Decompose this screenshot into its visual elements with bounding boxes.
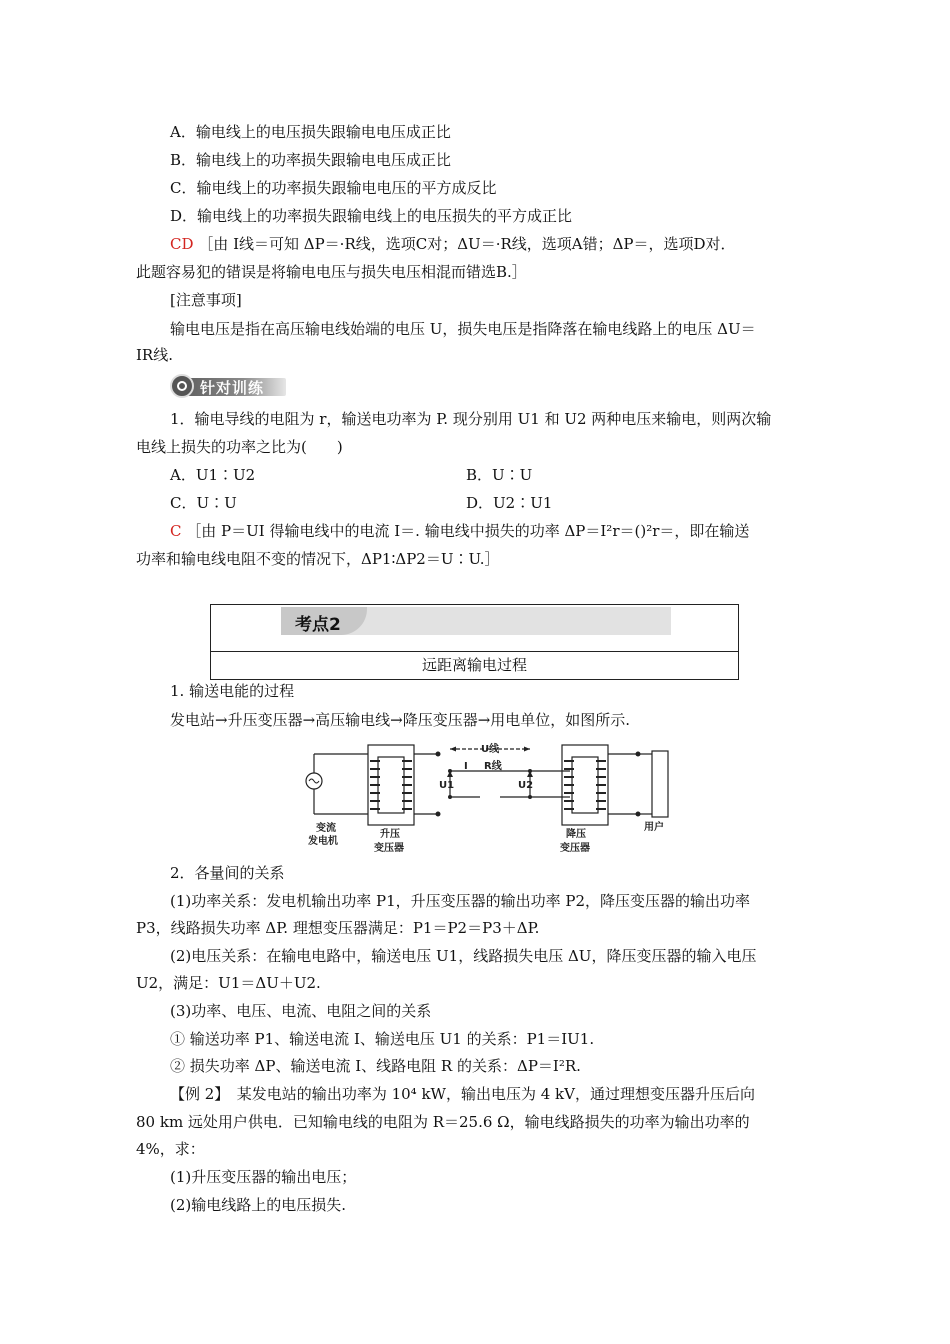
section-1-flow: 发电站→升压变压器→高压输电线→降压变压器→用电单位，如图所示. <box>170 711 631 729</box>
answer-1-line-1 <box>170 233 736 255</box>
answer-2-line-2: 功率和输电线电阻不变的情况下，ΔP1∶ΔP2＝U∶U.］ <box>136 550 500 568</box>
example-2-line-2: 80 km 远处用户供电．已知输电线的电阻为 R＝25.6 Ω，输电线路损失的功率为输出功率的 <box>136 1113 750 1131</box>
label-step-down-2: 变压器 <box>560 843 590 854</box>
label-u2: U2 <box>518 780 534 791</box>
voltage-relation-line-2: U2，满足：U1＝ΔU＋U2. <box>136 974 321 992</box>
label-step-up-2: 变压器 <box>374 843 404 854</box>
answer-1-text: ［由 I线＝可知 ΔP＝·R线，选项C对；ΔU＝·R线，选项A错；ΔP＝，选项D对． <box>198 235 736 253</box>
example-2-line-1: 【例 2】 某发电站的输出功率为 10⁴ kW，输出电压为 4 kV，通过理想变压器升压后向 <box>170 1085 755 1103</box>
q1-line-2: 电线上损失的功率之比为( ) <box>136 438 343 456</box>
kaodian-tab-label: 考点2 <box>295 615 341 635</box>
label-generator-2: 发电机 <box>308 836 338 847</box>
answer-1-key: CD <box>170 235 194 253</box>
option-a: A．输电线上的电压损失跟输电电压成正比 <box>170 123 451 141</box>
q1-option-c: C．U∶U <box>170 494 237 512</box>
kaodian-box <box>210 604 739 680</box>
note-line-2: IR线. <box>136 346 173 364</box>
kaodian-title: 远距离输电过程 <box>421 656 527 674</box>
training-badge <box>170 374 288 400</box>
user-load <box>652 751 668 817</box>
label-r-line: R线 <box>484 761 502 772</box>
example-2-line-3: 4%，求： <box>136 1140 205 1158</box>
q1-option-b: B．U∶U <box>466 466 533 484</box>
transmission-diagram <box>300 737 700 862</box>
q1-line-1: 1．输电导线的电阻为 r，输送电功率为 P. 现分别用 U1 和 U2 两种电压来输电，则两次输 <box>170 410 772 428</box>
label-step-up-1: 升压 <box>380 829 400 840</box>
option-d: D．输电线上的功率损失跟输电线上的电压损失的平方成正比 <box>170 207 573 225</box>
label-u-line: U线 <box>481 744 500 755</box>
relation-3-heading: (3)功率、电压、电流、电阻之间的关系 <box>170 1002 432 1020</box>
option-b: B．输电线上的功率损失跟输电电压成正比 <box>170 151 452 169</box>
note-heading: [注意事项] <box>170 291 242 309</box>
label-u1: U1 <box>439 780 455 791</box>
power-relation-line-2: P3，线路损失功率 ΔP. 理想变压器满足：P1＝P2＝P3＋ΔP. <box>136 919 540 937</box>
section-2-heading: 2．各量间的关系 <box>170 864 285 882</box>
kaodian-divider <box>211 651 738 652</box>
relation-3-b: ② 损失功率 ΔP、输送电流 I、线路电阻 R 的关系：ΔP＝I²R. <box>170 1057 581 1075</box>
target-icon <box>170 374 194 398</box>
section-1-heading: 1. 输送电能的过程 <box>170 682 295 700</box>
voltage-relation-line-1: (2)电压关系：在输电电路中，输送电压 U1，线路损失电压 ΔU，降压变压器的输入电压 <box>170 947 757 965</box>
example-2-question-2: (2)输电线路上的电压损失. <box>170 1196 347 1214</box>
answer-2-text: ［由 P＝UI 得输电线中的电流 I＝. 输电线中损失的功率 ΔP＝I²r＝()²r＝，即在输送 <box>186 522 750 540</box>
label-user: 用户 <box>644 822 664 833</box>
example-2-question-1: (1)升压变压器的输出电压； <box>170 1168 357 1186</box>
label-step-down-1: 降压 <box>566 829 586 840</box>
option-c: C．输电线上的功率损失跟输电电压的平方成反比 <box>170 179 497 197</box>
answer-2-key: C <box>170 522 182 540</box>
badge-label: 针对训练 <box>200 379 265 397</box>
answer-2-line-1 <box>170 520 749 542</box>
note-line-1: 输电电压是指在高压输电线始端的电压 U，损失电压是指降落在输电线路上的电压 ΔU＝ <box>170 320 756 338</box>
q1-option-a: A．U1∶U2 <box>170 466 256 484</box>
label-generator-1: 变流 <box>316 823 336 834</box>
q1-option-d: D．U2∶U1 <box>466 494 553 512</box>
label-current: I <box>464 761 468 772</box>
transmission-diagram-svg <box>300 737 700 862</box>
relation-3-a: ① 输送功率 P1、输送电流 I、输送电压 U1 的关系：P1＝IU1. <box>170 1030 595 1048</box>
power-relation-line-1: (1)功率关系：发电机输出功率 P1，升压变压器的输出功率 P2，降压变压器的输出功率 <box>170 892 751 910</box>
answer-1-line-2: 此题容易犯的错误是将输电电压与损失电压相混而错选B.］ <box>136 263 527 281</box>
